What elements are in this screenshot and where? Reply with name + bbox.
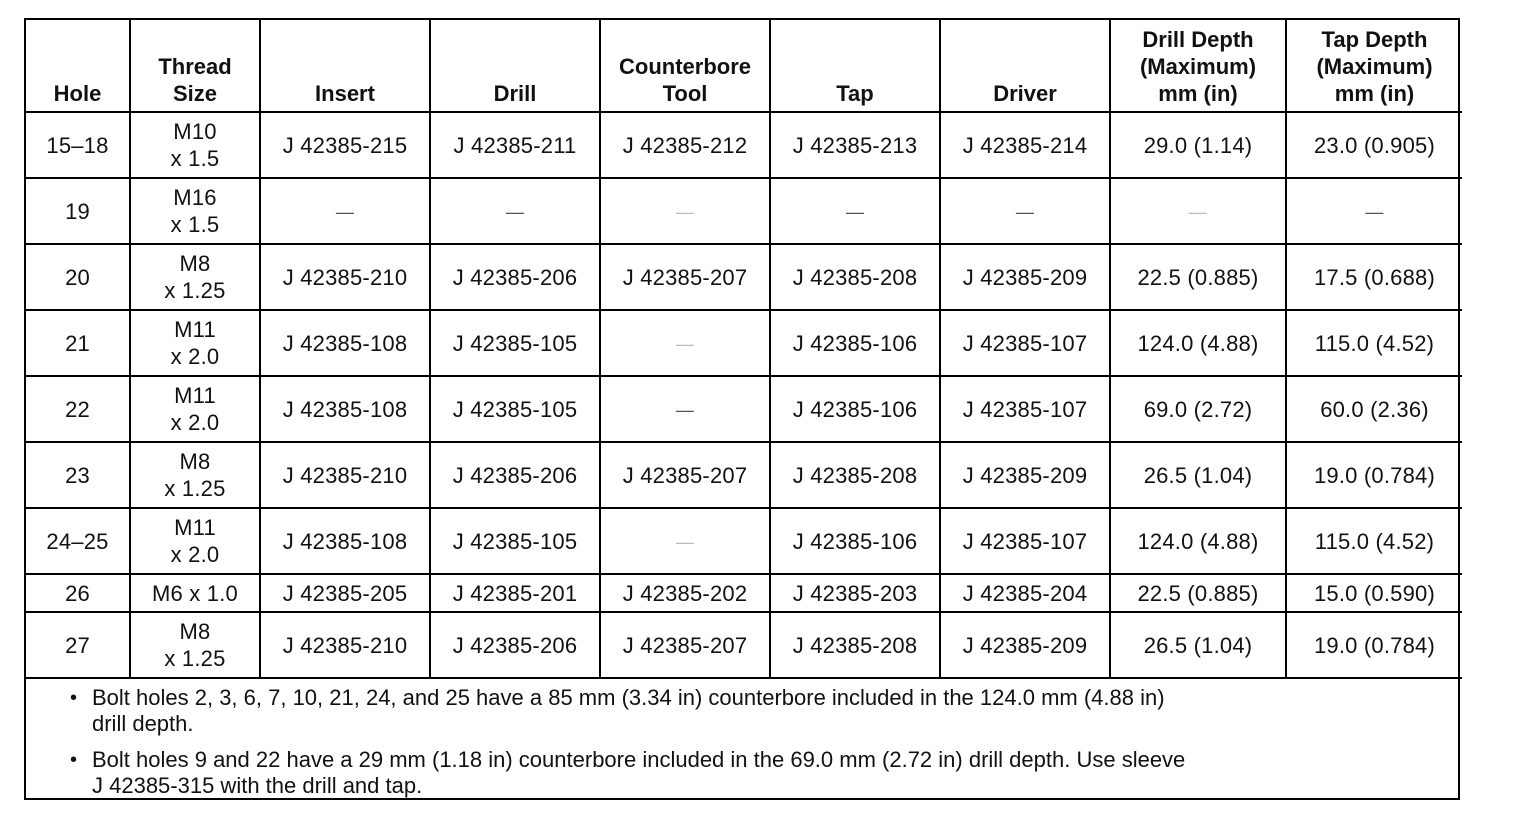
cell-tap-depth: 115.0 (4.52) <box>1286 310 1462 376</box>
cell-tap: J 42385-106 <box>770 310 940 376</box>
cell-tap-depth: 115.0 (4.52) <box>1286 508 1462 574</box>
cell-tap-depth: — <box>1286 178 1462 244</box>
cell-drill-depth: 22.5 (0.885) <box>1110 574 1286 612</box>
header-tap-depth: Tap Depth (Maximum) mm (in) <box>1286 20 1462 112</box>
header-tap: Tap <box>770 20 940 112</box>
cell-hole: 19 <box>26 178 130 244</box>
cell-drill-depth: 29.0 (1.14) <box>1110 112 1286 178</box>
note-item <box>64 747 1382 799</box>
cell-drill-depth: 124.0 (4.88) <box>1110 310 1286 376</box>
cell-thread: M11 x 2.0 <box>130 508 260 574</box>
header-hole: Hole <box>26 20 130 112</box>
spec-sheet <box>24 18 1460 800</box>
header-drill-depth: Drill Depth (Maximum) mm (in) <box>1110 20 1286 112</box>
cell-thread: M8 x 1.25 <box>130 244 260 310</box>
cell-hole: 20 <box>26 244 130 310</box>
cell-hole: 26 <box>26 574 130 612</box>
cell-tap: J 42385-208 <box>770 244 940 310</box>
cell-counterbore: — <box>600 376 770 442</box>
header-row <box>26 20 1462 112</box>
cell-driver: J 42385-107 <box>940 508 1110 574</box>
cell-drill: J 42385-105 <box>430 376 600 442</box>
cell-thread: M11 x 2.0 <box>130 310 260 376</box>
header-counterbore-tool: Counterbore Tool <box>600 20 770 112</box>
cell-driver: — <box>940 178 1110 244</box>
cell-insert: J 42385-108 <box>260 310 430 376</box>
table-row <box>26 508 1462 574</box>
cell-drill-depth: 22.5 (0.885) <box>1110 244 1286 310</box>
cell-drill: J 42385-105 <box>430 508 600 574</box>
cell-insert: J 42385-210 <box>260 244 430 310</box>
note-item <box>64 685 1382 737</box>
note-text: Bolt holes 2, 3, 6, 7, 10, 21, 24, and 25 have a 85 mm (3.34 in) counterbore included in the 124.0 mm (4.88 in) <box>92 685 1165 710</box>
bullet-icon: • <box>70 749 78 771</box>
cell-drill-depth: 69.0 (2.72) <box>1110 376 1286 442</box>
cell-insert: J 42385-215 <box>260 112 430 178</box>
cell-drill-depth: 26.5 (1.04) <box>1110 612 1286 678</box>
cell-counterbore: J 42385-202 <box>600 574 770 612</box>
cell-driver: J 42385-107 <box>940 376 1110 442</box>
cell-driver: J 42385-209 <box>940 244 1110 310</box>
cell-thread: M8 x 1.25 <box>130 612 260 678</box>
table-row <box>26 112 1462 178</box>
table-row <box>26 310 1462 376</box>
cell-drill-depth: 26.5 (1.04) <box>1110 442 1286 508</box>
cell-thread: M16 x 1.5 <box>130 178 260 244</box>
cell-driver: J 42385-204 <box>940 574 1110 612</box>
note-text: drill depth. <box>92 711 194 736</box>
cell-counterbore: — <box>600 508 770 574</box>
header-driver: Driver <box>940 20 1110 112</box>
cell-tap-depth: 19.0 (0.784) <box>1286 442 1462 508</box>
header-thread-size: Thread Size <box>130 20 260 112</box>
cell-drill: J 42385-206 <box>430 612 600 678</box>
cell-drill: J 42385-211 <box>430 112 600 178</box>
cell-tap: J 42385-106 <box>770 508 940 574</box>
cell-insert: J 42385-108 <box>260 508 430 574</box>
cell-drill-depth: 124.0 (4.88) <box>1110 508 1286 574</box>
cell-drill: J 42385-201 <box>430 574 600 612</box>
cell-tap-depth: 19.0 (0.784) <box>1286 612 1462 678</box>
cell-hole: 15–18 <box>26 112 130 178</box>
cell-counterbore: J 42385-207 <box>600 612 770 678</box>
notes-section <box>26 679 1458 799</box>
cell-tap-depth: 23.0 (0.905) <box>1286 112 1462 178</box>
table-row <box>26 612 1462 678</box>
cell-counterbore: — <box>600 178 770 244</box>
cell-insert: J 42385-210 <box>260 612 430 678</box>
cell-thread: M11 x 2.0 <box>130 376 260 442</box>
cell-driver: J 42385-209 <box>940 442 1110 508</box>
cell-tap: J 42385-213 <box>770 112 940 178</box>
header-drill: Drill <box>430 20 600 112</box>
table-row <box>26 574 1462 612</box>
cell-drill: — <box>430 178 600 244</box>
cell-tap: J 42385-208 <box>770 442 940 508</box>
cell-tap: J 42385-203 <box>770 574 940 612</box>
cell-insert: — <box>260 178 430 244</box>
cell-hole: 21 <box>26 310 130 376</box>
cell-insert: J 42385-205 <box>260 574 430 612</box>
cell-counterbore: J 42385-207 <box>600 244 770 310</box>
cell-driver: J 42385-107 <box>940 310 1110 376</box>
cell-insert: J 42385-210 <box>260 442 430 508</box>
cell-hole: 27 <box>26 612 130 678</box>
cell-drill: J 42385-105 <box>430 310 600 376</box>
cell-counterbore: J 42385-212 <box>600 112 770 178</box>
cell-counterbore: — <box>600 310 770 376</box>
table-row <box>26 244 1462 310</box>
cell-insert: J 42385-108 <box>260 376 430 442</box>
cell-drill: J 42385-206 <box>430 244 600 310</box>
cell-drill: J 42385-206 <box>430 442 600 508</box>
cell-hole: 23 <box>26 442 130 508</box>
cell-thread: M8 x 1.25 <box>130 442 260 508</box>
cell-counterbore: J 42385-207 <box>600 442 770 508</box>
cell-tap: — <box>770 178 940 244</box>
note-text: J 42385-315 with the drill and tap. <box>92 773 423 798</box>
cell-thread: M10 x 1.5 <box>130 112 260 178</box>
table-row <box>26 442 1462 508</box>
cell-hole: 22 <box>26 376 130 442</box>
cell-tap-depth: 60.0 (2.36) <box>1286 376 1462 442</box>
cell-driver: J 42385-209 <box>940 612 1110 678</box>
cell-tap-depth: 15.0 (0.590) <box>1286 574 1462 612</box>
header-insert: Insert <box>260 20 430 112</box>
bullet-icon: • <box>70 687 78 709</box>
cell-drill-depth: — <box>1110 178 1286 244</box>
tool-spec-table <box>26 20 1462 679</box>
note-text: Bolt holes 9 and 22 have a 29 mm (1.18 in) counterbore included in the 69.0 mm (2.72 in) drill depth. Use sleeve <box>92 747 1186 772</box>
cell-hole: 24–25 <box>26 508 130 574</box>
table-row <box>26 178 1462 244</box>
cell-tap: J 42385-106 <box>770 376 940 442</box>
cell-thread: M6 x 1.0 <box>130 574 260 612</box>
cell-driver: J 42385-214 <box>940 112 1110 178</box>
cell-tap-depth: 17.5 (0.688) <box>1286 244 1462 310</box>
cell-tap: J 42385-208 <box>770 612 940 678</box>
table-row <box>26 376 1462 442</box>
